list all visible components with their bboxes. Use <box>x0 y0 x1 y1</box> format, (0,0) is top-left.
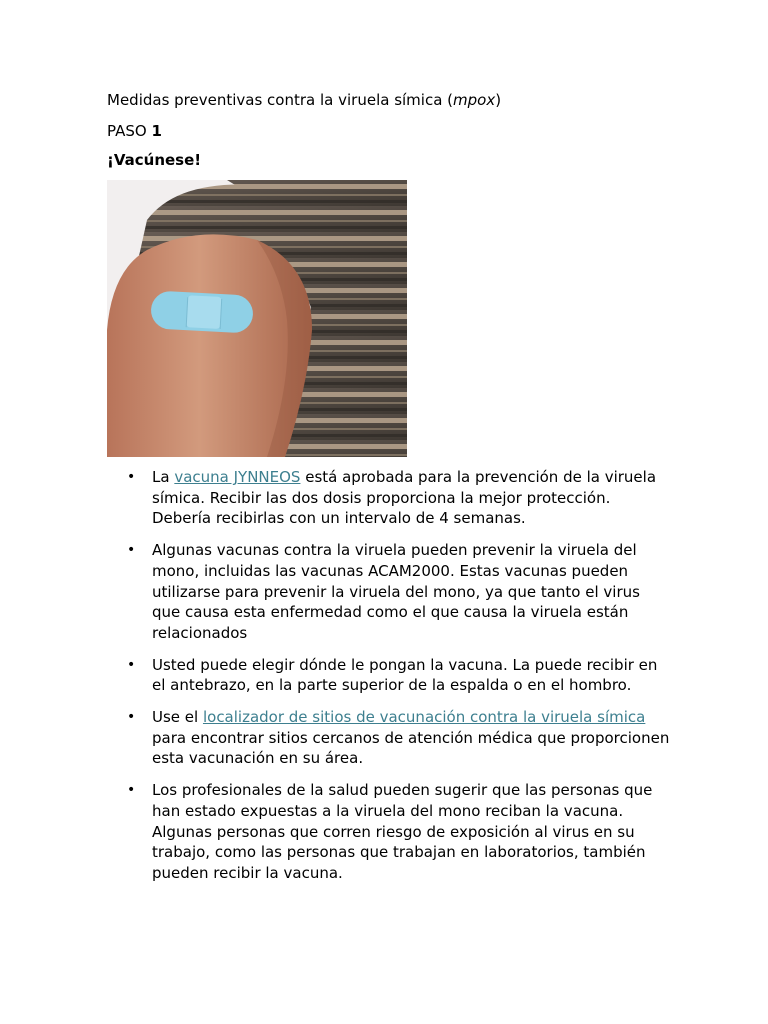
bandage-icon <box>150 290 254 333</box>
section-heading: ¡Vacúnese! <box>107 151 202 169</box>
list-item <box>127 707 672 769</box>
list-item <box>127 780 672 884</box>
jynneos-vaccine-link[interactable]: vacuna JYNNEOS <box>174 468 301 486</box>
list-item <box>127 467 672 529</box>
vaccinated-arm-bandage-photo <box>107 180 407 457</box>
step-number: 1 <box>151 122 162 140</box>
item-text-before: Use el <box>152 708 203 727</box>
bullet-icon: • <box>127 709 136 726</box>
bullet-icon: • <box>127 656 136 673</box>
step-label <box>107 120 667 142</box>
document-title <box>107 88 667 112</box>
item-text: Algunas vacunas contra la viruela pueden prevenir la viruela del mono, incluidas las vacunas ACAM2000. Estas vacunas pueden utilizarse para prevenir la viruela del mono, ya que tanto el virus que causa esta enfermedad como el que causa la viruela están relacionados <box>152 541 640 642</box>
step-prefix: PASO <box>107 122 152 140</box>
item-text-before: La <box>152 468 175 486</box>
vaccination-site-locator-link[interactable]: localizador de sitios de vacunación contra la viruela símica <box>202 708 646 727</box>
item-text: Los profesionales de la salud pueden sugerir que las personas que han estado expuestas a la viruela del mono reciban la vacuna. Algunas personas que corren riesgo de exposición al virus en su trabajo, como las personas que trabajan en laboratorios, también pueden recibir la vacuna. <box>152 781 653 882</box>
title-suffix: ) <box>495 91 502 109</box>
bullet-icon: • <box>127 469 136 485</box>
document-body <box>107 88 670 895</box>
bullet-icon: • <box>127 542 136 559</box>
title-prefix: Medidas preventivas contra la viruela símica ( <box>107 91 454 109</box>
item-text-after: está aprobada para la prevención de la viruela símica. Recibir las dos dosis proporciona la mejor protección. Debería recibirlas con un intervalo de 4 semanas. <box>152 468 657 528</box>
bullet-icon: • <box>127 782 136 799</box>
title-italic: mpox <box>453 91 496 109</box>
item-text-after: para encontrar sitios cercanos de atención médica que proporcionen esta vacunación en su área. <box>152 728 670 768</box>
item-text: Usted puede elegir dónde le pongan la vacuna. La puede recibir en el antebrazo, en la parte superior de la espalda o en el hombro. <box>152 655 658 695</box>
vaccine-info-list <box>107 467 672 884</box>
list-item <box>127 540 672 644</box>
list-item <box>127 655 672 696</box>
